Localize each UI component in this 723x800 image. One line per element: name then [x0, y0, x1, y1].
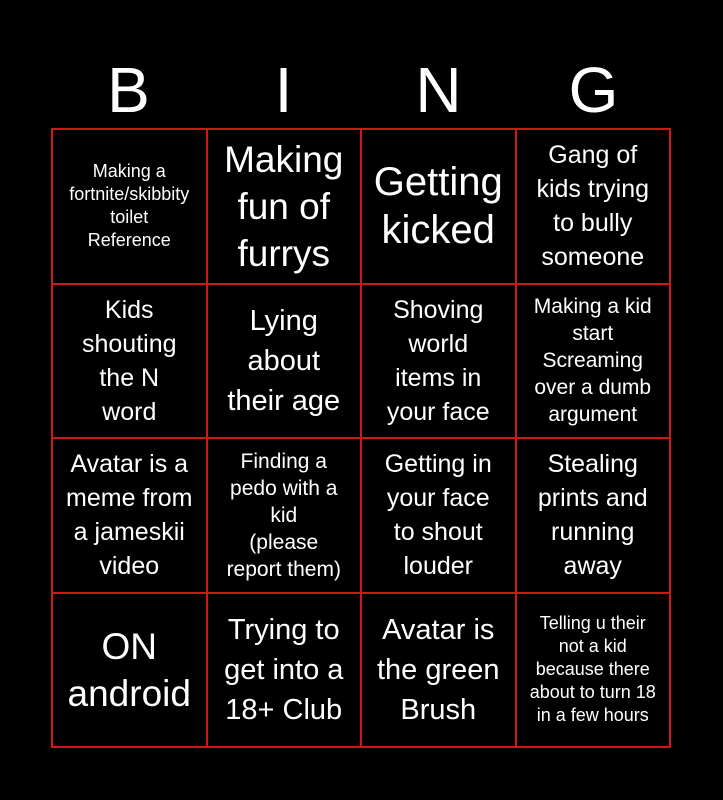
bingo-cell-text: Getting kicked: [373, 160, 503, 253]
bingo-cell-text: Shoving world items in your face: [386, 295, 490, 426]
bingo-board: [51, 128, 671, 748]
bingo-cell-text: Finding a pedo with a kid (please report them): [226, 449, 341, 581]
bingo-cell[interactable]: [517, 594, 672, 749]
bingo-cell[interactable]: [208, 285, 363, 440]
bingo-cell[interactable]: [53, 285, 208, 440]
bingo-cell[interactable]: [208, 594, 363, 749]
bingo-cell[interactable]: [517, 439, 672, 594]
bingo-cell[interactable]: [362, 130, 517, 285]
bingo-cell[interactable]: [362, 594, 517, 749]
bingo-cell-text: Stealing prints and running away: [537, 450, 648, 581]
bingo-cell[interactable]: [208, 130, 363, 285]
bingo-cell[interactable]: [517, 130, 672, 285]
bingo-cell-text: Making fun of furrys: [224, 138, 344, 274]
header-letter-b: B: [107, 54, 150, 126]
bingo-cell[interactable]: [208, 439, 363, 594]
bingo-cell-text: ON android: [67, 625, 191, 714]
bingo-header: [51, 52, 671, 128]
bingo-cell-text: Kids shouting the N word: [81, 295, 177, 426]
bingo-cell-text: Getting in your face to shout louder: [384, 450, 492, 581]
bingo-cell-text: Making a fortnite/skibbity toilet Reference: [69, 161, 190, 251]
header-letter-i: I: [274, 54, 293, 126]
bingo-cell-text: Trying to get into a 18+ Club: [224, 613, 344, 726]
header-letter-n: N: [415, 54, 462, 126]
bingo-cell-text: Avatar is the green Brush: [376, 613, 500, 726]
bingo-cell-text: Making a kid start Screaming over a dumb argument: [533, 295, 652, 427]
bingo-cell[interactable]: [362, 439, 517, 594]
bingo-cell-text: Avatar is a meme from a jameskii video: [66, 450, 193, 581]
bingo-cell-text: Lying about their age: [227, 304, 341, 417]
bingo-cell[interactable]: [53, 594, 208, 749]
bingo-cell-text: Gang of kids trying to bully someone: [536, 141, 650, 272]
bingo-cell[interactable]: [517, 285, 672, 440]
bingo-cell[interactable]: [53, 130, 208, 285]
bingo-cell[interactable]: [53, 439, 208, 594]
bingo-cell-text: Telling u their not a kid because there about to turn 18 in a few hours: [529, 613, 656, 726]
header-letter-g: G: [568, 54, 619, 126]
bingo-cell[interactable]: [362, 285, 517, 440]
